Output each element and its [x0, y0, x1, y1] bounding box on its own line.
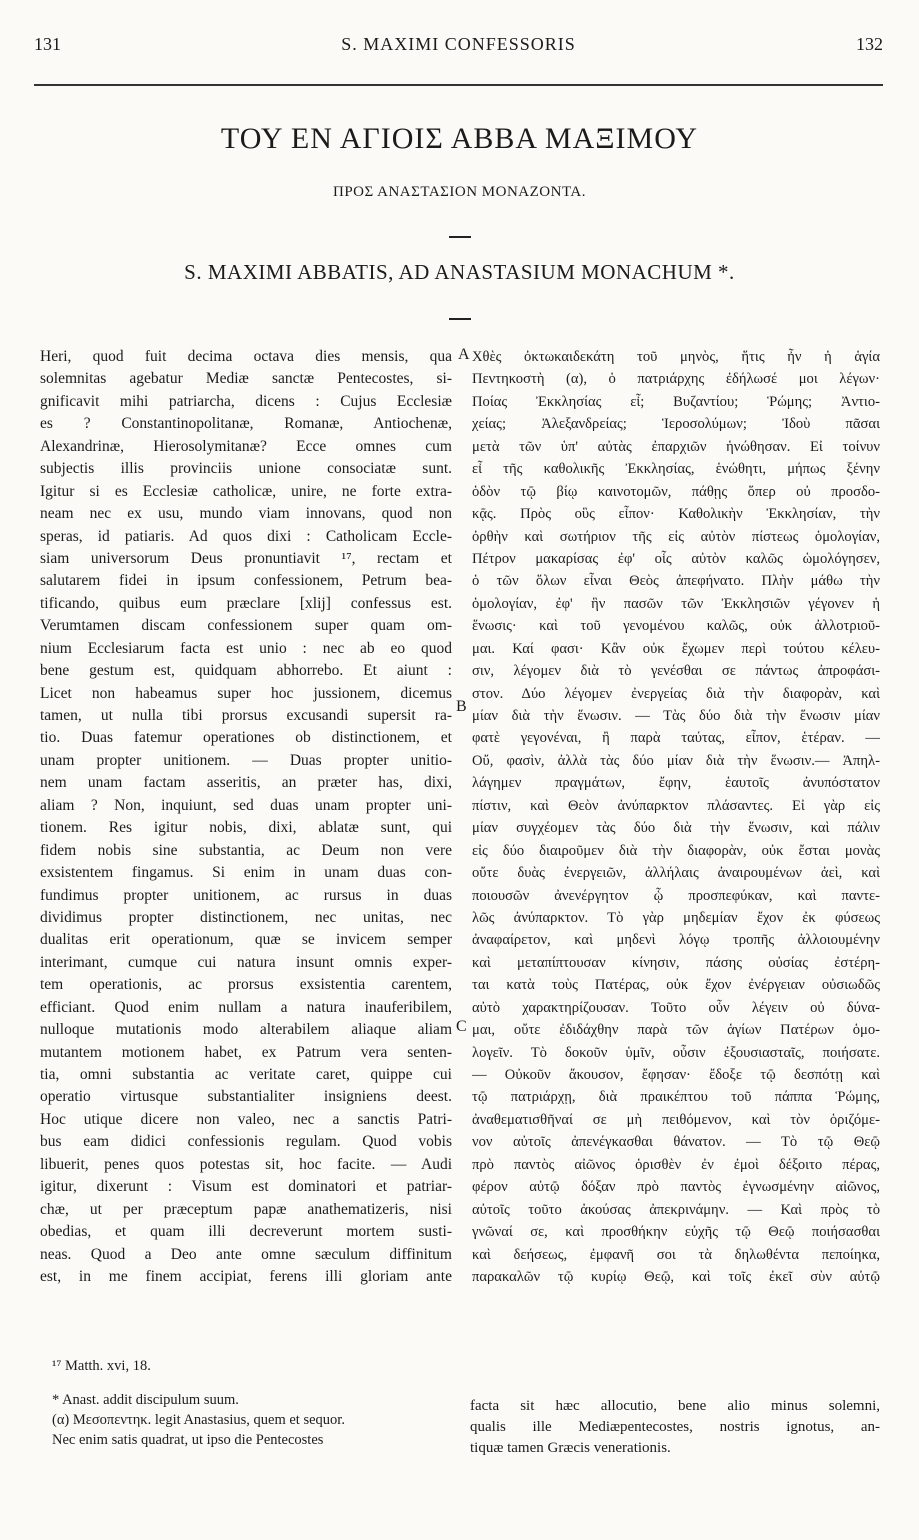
text-line: libuerit, penes quos potestas sit, hoc facite. — Audi	[40, 1155, 452, 1173]
text-line: καὶ μεταπίπτουσαν κίνησιν, πάσης οὐσίας ἐστέρη-	[472, 954, 880, 971]
text-line: speras, id patiaris. Ad quos dixi : Catholicam Eccle-	[40, 527, 452, 545]
text-line: es ? Constantinopolitanæ, Romanæ, Antiochenæ,	[40, 415, 452, 433]
page-number-right: 132	[856, 34, 883, 54]
text-line: πίστιν, καὶ Θεὸν ἀνύπαρκτον πλάσαντες. Εἰ γὰρ εἰς	[472, 797, 880, 814]
text-line: tionem. Res igitur nobis, dixi, ablatæ sunt, qui	[40, 819, 452, 837]
text-line: πρὸ παντὸς αἰῶνος ὁρισθὲν ἐν ἐμοὶ δέξοιτο πέρας,	[472, 1156, 880, 1173]
latin-title: S. MAXIMI ABBATIS, AD ANASTASIUM MONACHUM *.	[184, 260, 735, 284]
text-line: chæ, ut per præceptum papæ anathematizeris, nisi	[40, 1200, 452, 1218]
text-line: ὀρθὴν καὶ σωτήριον τῆς εἰς αὐτὸν πίστεως ὁμολογίαν,	[472, 528, 880, 545]
text-line: exsistentem fingamus. Si enim in unam duas con-	[40, 864, 452, 882]
text-line: νον αὐτοῖς ἀπενέγκασθαι θάνατον. — Τὸ τῷ Θεῷ	[472, 1134, 880, 1151]
text-line: solemnitas agebatur Mediæ sanctæ Pentecostes, si-	[40, 370, 452, 388]
text-line: Χθὲς ὀκτωκαιδεκάτη τοῦ μηνὸς, ἥτις ἦν ἡ ἁγία	[472, 349, 880, 365]
text-line: Licet non habeamus super hoc jussionem, dicemus	[40, 684, 452, 702]
text-line: tia, omni substantia ac veritate caret, quippe cui	[40, 1066, 452, 1083]
margin-marker-a: A	[458, 346, 470, 363]
text-line: qualis ille Mediæpentecostes, nostris ignotus, an-	[470, 1419, 880, 1435]
text-line: nem unam factam asseritis, an præter has, dixi,	[40, 774, 452, 792]
running-title: S. MAXIMI CONFESSORIS	[341, 34, 576, 54]
text-line: φέρον αὐτῷ δόξαν πρὸ παντὸς ἐγνωσμένην αἰῶνος,	[472, 1179, 880, 1196]
footnote-17: ¹⁷ Matth. xvi, 18.	[52, 1358, 151, 1374]
text-line: Hoc utique dicere non valeo, nec a sanctis Patri-	[40, 1110, 452, 1128]
text-line: λῶς ἀνύπαρκτον. Τὸ γὰρ μηδεμίαν ἔχον ἐκ φύσεως	[472, 909, 880, 926]
footnotes	[52, 1356, 452, 1450]
text-line: Ποίας Ἐκκλησίας εἶ; Βυζαντίου; Ῥώμης; Ἀντιο-	[472, 393, 880, 410]
text-line: ἀναθεματισθῆναί σε μὴ πειθόμενον, καὶ τὸν ὁριζόμε-	[472, 1111, 880, 1128]
header-rule	[34, 84, 883, 86]
text-line: unam propter unitionem. — Duas propter unitio-	[40, 751, 452, 769]
text-line: nulloque mutationis modo alterabilem aliaque aliam	[40, 1021, 452, 1039]
text-line: καὶ δεήσεως, ἐμφανῆ σοι τὰ δηλωθέντα πεποίηκα,	[472, 1246, 880, 1263]
text-line: γνῶναί σε, καὶ προσθήκην εὐχῆς τῷ Θεῷ ποιήσασθαι	[472, 1224, 880, 1241]
text-line: σιν, λέγομεν διὰ τὸ γενέσθαι σε πάντως ἀπροφάσι-	[472, 663, 880, 680]
text-line: χείας; Ἀλεξανδρείας; Ἱεροσολύμων; Ἰδοὺ πᾶσαι	[472, 416, 880, 433]
text-line: — Οὐκοῦν ἄκουσον, ἔφησαν· ἔδοξε τῷ δεσπότῃ καὶ	[472, 1067, 880, 1083]
text-line: bene gestum est, quidquam abhorrebo. Et aiunt :	[40, 662, 452, 680]
text-line: igitur, dixerunt : Visum est dominatori et patriar-	[40, 1178, 452, 1196]
text-line: tem operationis, ac prorsus exsistentia carentem,	[40, 976, 452, 994]
greek-subtitle: ΠΡΟΣ ΑΝΑΣΤΑΣΙΟΝ ΜΟΝΑΖΟΝΤΑ.	[332, 184, 587, 200]
text-line: μαι. Καί φασι· Κἂν οὐκ ἔχωμεν περὶ τούτου κέλευ-	[472, 640, 880, 657]
text-line: αὐτὸ χαρακτηρίζουσαν. Τοῦτο οὖν λέγειν οὐ δύνα-	[472, 999, 880, 1016]
footnote-star: * Anast. addit discipulum suum.	[52, 1392, 239, 1408]
text-line: Πέτρον μακαρίσας ἐφ' οἷς αὐτὸν καλῶς ὡμολόγησεν,	[472, 550, 880, 567]
text-line: οὔτε δυὰς ἐνεργειῶν, ἀλλήλαις ἀναιρουμένων ἀεὶ, καὶ	[472, 865, 880, 882]
title-dash	[449, 236, 471, 238]
margin-marker-b: B	[456, 698, 467, 715]
text-line: ται κατὰ τοὺς Πατέρας, οὐκ ἔχον ἐνέργειαν οὐσιωδῶς	[472, 977, 880, 994]
running-head	[34, 34, 883, 58]
text-line: λάγημεν πραγμάτων, ἔφην, ἑαυτοῖς ἀνυπόστατον	[472, 775, 880, 792]
text-line: μίαν διὰ τὴν ἕνωσιν. — Τὰς δύο διὰ τὴν ἕνωσιν μίαν	[472, 708, 880, 724]
text-line: dualitas erit operationum, quæ se invicem semper	[40, 931, 452, 949]
text-line: στον. Δύο λέγομεν ἐνεργείας διὰ τὴν διαφορὰν, καὶ	[472, 685, 880, 702]
text-line: facta sit hæc allocutio, bene alio minus solemni,	[470, 1398, 880, 1414]
text-line: interimant, cumque cui natura insunt omnis exper-	[40, 953, 452, 971]
text-line: operatio virtusque substantialiter insigniens deest.	[40, 1088, 452, 1106]
latin-column	[40, 346, 452, 1288]
text-line: μίαν συγχέομεν τὰς δύο διὰ τὴν ἕνωσιν, καὶ πάλιν	[472, 820, 880, 837]
text-line: neam nec ex usu, mundo viam innovans, quod non	[40, 505, 452, 523]
text-line: ὁμολογίαν, ἐφ' ἣν πασῶν τῶν Ἐκκλησιῶν γέγονεν ἡ	[472, 595, 880, 612]
text-line: tificando, quibus eum præclare [xlij] confessus est.	[40, 594, 452, 612]
greek-title: ΤΟΥ ΕΝ ΑΓΙΟΙΣ ΑΒΒΑ ΜΑΞΙΜΟΥ	[220, 122, 699, 155]
text-line: ἀναφαίρετον, καὶ μηδενὶ λόγῳ τροπῆς ἀλλοιουμένην	[472, 932, 880, 949]
text-line: tamen, ut nulla tibi prorsus excusandi supersit ra-	[40, 707, 452, 724]
text-line: Οὔ, φασὶν, ἀλλὰ τὰς δύο μίαν διὰ τὴν ἕνωσιν.— Ἀπηλ-	[472, 752, 880, 769]
text-line: Igitur si es Ecclesiæ catholicæ, unire, ne forte extra-	[40, 482, 452, 500]
text-line: fundimus propter unitionem, ac rursus in duas	[40, 886, 452, 904]
text-line: Πεντηκοστὴ (α), ὁ πατριάρχης ἐδήλωσέ μοι λέγων·	[472, 371, 880, 388]
text-line: efficiant. Quod enim nullam a natura inauferibilem,	[40, 998, 452, 1016]
margin-marker-c: C	[456, 1018, 467, 1035]
footnote-a: (α) Μεσοπεντηκ. legit Anastasius, quem et sequor.	[52, 1412, 345, 1428]
text-line: aliam ? Non, inquiunt, sed duas unam propter uni-	[40, 796, 452, 814]
text-line: fidem nobis sine substantia, ac Deum non vere	[40, 841, 452, 859]
text-line: tio. Duas fatemur operationes ob distinctionem, et	[40, 729, 452, 747]
text-line: ὁ τῶν ὅλων εἶναι Θεὸς ἀπεφήνατο. Πλὴν μάθω τὴν	[472, 573, 880, 590]
text-line: dividimus propter distinctionem, nec unitas, nec	[40, 908, 452, 926]
text-line: ὁδὸν τῷ βίῳ καινοτομῶν, πάθῃς ὅπερ οὐ προσδο-	[472, 483, 880, 500]
text-line: Heri, quod fuit decima octava dies mensis, qua	[40, 348, 452, 365]
text-line: tiquæ tamen Græcis venerationis.	[470, 1440, 671, 1456]
text-line: siam universorum Deus pronuntiavit ¹⁷, rectam et	[40, 549, 452, 567]
page-number-left: 131	[34, 34, 61, 54]
text-line: παρακαλῶν τῷ κυρίῳ Θεῷ, καὶ τοῖς ἐκεῖ σὺν αὐτῷ	[472, 1268, 880, 1285]
text-line: εἰς δύο διαιροῦμεν διὰ τὴν διαφορὰν, οὐκ ἔσται μονὰς	[472, 842, 880, 859]
text-line: salutarem fidei in ipsum confessionem, Petrum bea-	[40, 572, 452, 590]
text-line: εἶ τῆς καθολικῆς Ἐκκλησίας, ἑνώθητι, μήπως ξένην	[472, 461, 880, 478]
text-line: gnificavit mihi patriarcha, dicens : Cujus Ecclesiæ	[40, 392, 452, 410]
text-line: Verumtamen discam confessionem super quam om-	[40, 617, 452, 635]
text-line: neas. Quod a Deo ante omne sæculum diffinitum	[40, 1245, 452, 1263]
text-line: subjectis illis provinciis unione consociatæ sunt.	[40, 460, 452, 478]
text-line: Alexandrinæ, Hierosolymitanæ? Ecce omnes cum	[40, 437, 452, 455]
greek-column	[472, 346, 880, 1288]
text-line: ποιουσῶν ἀνενέργητον ᾧ προσπεφύκαν, καὶ παντε-	[472, 887, 880, 904]
text-line: bus eam didici confessionis regulam. Quod vobis	[40, 1133, 452, 1151]
text-line: obedias, et quam illi decreverunt mortem susti-	[40, 1223, 452, 1241]
title-dash	[449, 318, 471, 320]
text-line: mutantem motionem habet, ex Patrum vera senten-	[40, 1043, 452, 1061]
text-line: ἕνωσις· καὶ τοῦ γενομένου καλῶς, οὐκ ἀλλοτριοῦ-	[472, 618, 880, 635]
text-line: μαι, οὔτε ἐδιδάχθην παρὰ τῶν ἁγίων Πατέρων ὁμο-	[472, 1022, 880, 1039]
text-line: est, in me finem accipiat, ferens illi gloriam ante	[40, 1267, 452, 1285]
text-line: λογεῖν. Τὸ δοκοῦν ὑμῖν, οὖσιν ἐξουσιασταῖς, ποιήσατε.	[472, 1044, 880, 1061]
text-line: τῷ πατριάρχῃ, διὰ πραικέπτου τοῦ πάππα Ῥώμης,	[472, 1089, 880, 1106]
text-line: κᾷς. Πρὸς οὓς εἶπον· Καθολικὴν Ἐκκλησίαν, τὴν	[472, 506, 880, 523]
text-line: φατὲ γεγονέναι, ἢ παρὰ ταύτας, εἶπον, ἑτέραν. —	[472, 730, 880, 747]
text-line: μετὰ τῶν ὑπ' αὐτὰς ἐπαρχιῶν ἡνώθησαν. Εἰ τοίνυν	[472, 438, 880, 455]
footnote-a-cont: Nec enim satis quadrat, ut ipso die Pentecostes	[52, 1432, 324, 1448]
footnote-continuation	[470, 1396, 880, 1459]
text-line: αὐτοῖς τοῦτο ἀκούσας ἀπεκρινάμην. — Καὶ πρὸς τὸ	[472, 1201, 880, 1218]
text-line: nium Ecclesiarum facta est unio : nec ab eo quod	[40, 639, 452, 657]
